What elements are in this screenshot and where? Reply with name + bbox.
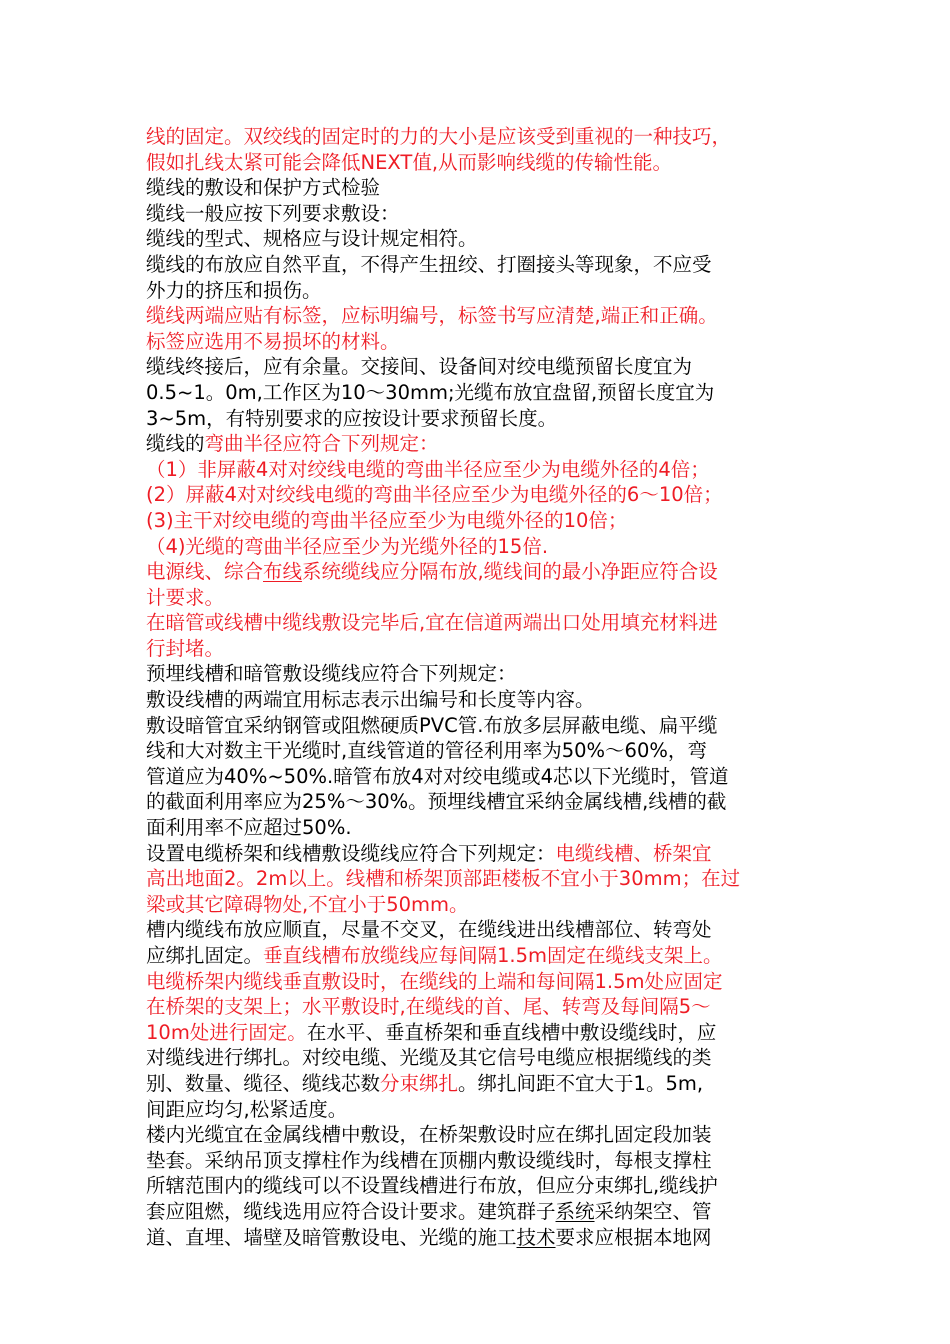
text-line bbox=[146, 661, 810, 687]
text-line bbox=[146, 917, 810, 943]
text-line bbox=[146, 713, 810, 739]
text-line bbox=[146, 764, 810, 790]
text-line bbox=[146, 201, 810, 227]
text-line bbox=[146, 150, 810, 176]
underlined-term: 布线 bbox=[263, 560, 303, 584]
text-line bbox=[146, 892, 810, 918]
text-run: 敷设暗管宜采纳钢管或阻燃硬质PVC管.布放多层屏蔽电缆、扁平缆 bbox=[146, 713, 718, 737]
text-line bbox=[146, 1071, 810, 1097]
highlighted-text: 10m处进行固定。 bbox=[146, 1020, 307, 1044]
underlined-term: 系统 bbox=[555, 1199, 595, 1223]
paragraph bbox=[146, 482, 810, 508]
text-run: 敷设线槽的两端宜用标志表示出编号和长度等内容。 bbox=[146, 688, 595, 712]
text-run: 槽内缆线布放应顺直，尽量不交叉，在缆线进出线槽部位、转弯处 bbox=[146, 918, 712, 942]
highlighted-text: 计要求。 bbox=[146, 585, 225, 609]
highlighted-text: （1）非屏蔽4对对绞线电缆的弯曲半径应至少为电缆外径的4倍； bbox=[146, 457, 710, 481]
text-line bbox=[146, 329, 810, 355]
highlighted-text: 垂直线槽布放缆线应每间隔1.5m固定在缆线支架上。 bbox=[263, 944, 723, 967]
text-line bbox=[146, 687, 810, 713]
text-run: 外力的挤压和损伤。 bbox=[146, 278, 322, 302]
highlighted-text: 假如扎线太紧可能会降低NEXT值,从而影响线缆的传输性能。 bbox=[146, 150, 673, 174]
text-run: 设置电缆桥架和线槽敷设缆线应符合下列规定： bbox=[146, 841, 556, 865]
text-line bbox=[146, 175, 810, 201]
paragraph bbox=[146, 252, 810, 303]
paragraph bbox=[146, 508, 810, 534]
paragraph bbox=[146, 841, 810, 918]
text-line bbox=[146, 1097, 810, 1123]
paragraph bbox=[146, 431, 810, 457]
text-line bbox=[146, 1020, 810, 1046]
text-run: 缆线终接后，应有余量。交接间、设备间对绞电缆预留长度宜为 bbox=[146, 355, 693, 379]
text-line bbox=[146, 534, 810, 560]
text-line bbox=[146, 636, 810, 662]
text-line bbox=[146, 866, 810, 892]
text-run: 管道应为40%~50%.暗管布放4对对绞电缆或4芯以下光缆时，管道 bbox=[146, 764, 729, 788]
text-line bbox=[146, 406, 810, 432]
text-run: 垫套。采纳吊顶支撑柱作为线槽在顶棚内敷设缆线时，每根支撑柱 bbox=[146, 1148, 712, 1172]
text-line bbox=[146, 559, 810, 585]
text-line bbox=[146, 303, 810, 329]
paragraph bbox=[146, 610, 810, 661]
paragraph bbox=[146, 687, 810, 713]
text-run: 3~5m，有特别要求的应按设计要求预留长度。 bbox=[146, 406, 558, 430]
text-line bbox=[146, 1148, 810, 1174]
paragraph bbox=[146, 534, 810, 560]
highlighted-text: 系统缆线应分隔布放,缆线间的最小净距应符合设 bbox=[302, 560, 718, 584]
text-line bbox=[146, 1122, 810, 1148]
text-run: 应绑扎固定。 bbox=[146, 944, 264, 967]
text-line bbox=[146, 994, 810, 1020]
paragraph bbox=[146, 124, 810, 175]
highlighted-text: 线的固定。双绞线的固定时的力的大小是应该受到重视的一种技巧， bbox=[146, 125, 732, 148]
paragraph bbox=[146, 201, 810, 227]
paragraph bbox=[146, 303, 810, 354]
paragraph bbox=[146, 354, 810, 431]
text-line bbox=[146, 610, 810, 636]
highlighted-text: （4)光缆的弯曲半径应至少为光缆外径的15倍. bbox=[146, 534, 549, 558]
text-run: 缆线的型式、规格应与设计规定相符。 bbox=[146, 227, 478, 251]
text-run: 线和大对数主干光缆时,直线管道的管径利用率为50%～60%，弯 bbox=[146, 739, 707, 763]
highlighted-text: 弯曲半径应符合下列规定： bbox=[204, 432, 439, 456]
text-line bbox=[146, 278, 810, 304]
text-line bbox=[146, 815, 810, 841]
text-line bbox=[146, 943, 810, 969]
text-run: 道、直埋、墙壁及暗管敷设电、光缆的施工 bbox=[146, 1225, 517, 1249]
text-line bbox=[146, 1199, 810, 1225]
text-line bbox=[146, 585, 810, 611]
text-run: 要求应根据本地网 bbox=[555, 1225, 712, 1249]
highlighted-text: (2）屏蔽4对对绞线电缆的弯曲半径应至少为电缆外径的6～10倍； bbox=[146, 483, 723, 507]
paragraph bbox=[146, 226, 810, 252]
text-run: 在水平、垂直桥架和垂直线槽中敷设缆线时，应 bbox=[306, 1020, 717, 1044]
highlighted-text: 电缆桥架内缆线垂直敷设时，在缆线的上端和每间隔1.5m处应固定 bbox=[146, 969, 723, 993]
text-run: 缆线的敷设和保护方式检验 bbox=[146, 176, 381, 200]
highlighted-text: 梁或其它障碍物处,不宜小于50mm。 bbox=[146, 892, 469, 916]
highlighted-text: 电缆线槽、桥架宜 bbox=[555, 841, 712, 865]
text-line bbox=[146, 1045, 810, 1071]
text-run: 套应阻燃，缆线选用应符合设计要求。建筑群子 bbox=[146, 1199, 556, 1223]
paragraph bbox=[146, 713, 810, 841]
text-line bbox=[146, 457, 810, 483]
text-line bbox=[146, 1173, 810, 1199]
text-line bbox=[146, 482, 810, 508]
text-run: 缆线的 bbox=[146, 432, 205, 456]
paragraph bbox=[146, 661, 810, 687]
text-run: 缆线的布放应自然平直，不得产生扭绞、打圈接头等现象，不应受 bbox=[146, 252, 712, 276]
text-line bbox=[146, 841, 810, 867]
text-line bbox=[146, 789, 810, 815]
text-line bbox=[146, 380, 810, 406]
text-run: 楼内光缆宜在金属线槽中敷设，在桥架敷设时应在绑扎固定段加装 bbox=[146, 1123, 712, 1147]
paragraph bbox=[146, 457, 810, 483]
paragraph bbox=[146, 917, 810, 1122]
highlighted-text: 分束绑扎 bbox=[380, 1071, 459, 1095]
highlighted-text: 在暗管或线槽中缆线敷设完毕后,宜在信道两端出口处用填充材料进 bbox=[146, 611, 718, 635]
highlighted-text: 缆线两端应贴有标签，应标明编号，标签书写应清楚,端正和正确。 bbox=[146, 304, 718, 328]
text-line bbox=[146, 431, 810, 457]
text-run: 预埋线槽和暗管敷设缆线应符合下列规定： bbox=[146, 662, 517, 686]
text-run: 的截面利用率应为25%～30%。预埋线槽宜采纳金属线槽,线槽的截 bbox=[146, 790, 727, 814]
text-run: 缆线一般应按下列要求敷设： bbox=[146, 201, 400, 225]
text-line bbox=[146, 969, 810, 995]
text-run: 面利用率不应超过50%. bbox=[146, 816, 352, 840]
underlined-term: 技术 bbox=[516, 1225, 556, 1249]
text-run: 所辖范围内的缆线可以不设置线槽进行布放，但应分束绑扎,缆线护 bbox=[146, 1174, 718, 1198]
document-body bbox=[146, 124, 810, 1250]
paragraph bbox=[146, 559, 810, 610]
text-run: 别、数量、缆径、缆线芯数 bbox=[146, 1071, 381, 1095]
highlighted-text: (3)主干对绞电缆的弯曲半径应至少为电缆外径的10倍； bbox=[146, 508, 628, 532]
text-line bbox=[146, 738, 810, 764]
text-run: 间距应均匀,松紧适度。 bbox=[146, 1097, 348, 1121]
paragraph bbox=[146, 175, 810, 201]
text-line bbox=[146, 354, 810, 380]
highlighted-text: 高出地面2。2m以上。线槽和桥架顶部距楼板不宜小于30mm；在过 bbox=[146, 867, 741, 891]
text-line bbox=[146, 226, 810, 252]
text-run: 0.5~1。0m,工作区为10～30mm;光缆布放宜盘留,预留长度宜为 bbox=[146, 380, 715, 404]
highlighted-text: 行封堵。 bbox=[146, 636, 225, 660]
text-run: 对缆线进行绑扎。对绞电缆、光缆及其它信号电缆应根据缆线的类 bbox=[146, 1046, 712, 1070]
text-line bbox=[146, 252, 810, 278]
highlighted-text: 在桥架的支架上；水平敷设时,在缆线的首、尾、转弯及每间隔5～ bbox=[146, 995, 711, 1019]
text-line bbox=[146, 1225, 810, 1251]
text-line bbox=[146, 124, 810, 150]
highlighted-text: 标签应选用不易损坏的材料。 bbox=[146, 329, 400, 353]
text-run: 。绑扎间距不宜大于1。5m, bbox=[458, 1071, 704, 1095]
text-line bbox=[146, 508, 810, 534]
paragraph bbox=[146, 1122, 810, 1250]
highlighted-text: 电源线、综合 bbox=[146, 560, 264, 584]
text-run: 采纳架空、管 bbox=[594, 1199, 712, 1223]
